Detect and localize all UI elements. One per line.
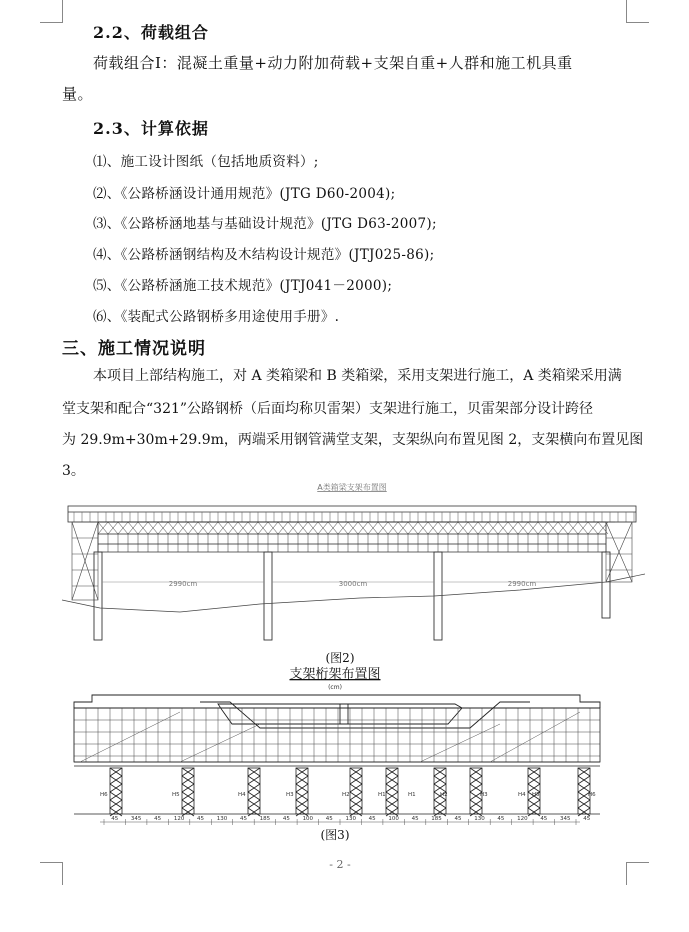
- construction-line-1: 本项目上部结构施工，对 A 类箱梁和 B 类箱梁，采用支架进行施工，A 类箱梁采用满: [93, 368, 622, 384]
- crop-mark-top-left: [40, 0, 63, 23]
- figure-2-span-label-2: 3000cm: [338, 580, 368, 588]
- dim-label-1: 45: [111, 816, 119, 822]
- basis-item-5: ⑸、《公路桥涵施工技术规范》(JTJ041－2000);: [93, 278, 393, 294]
- dim-label-10: 100: [302, 816, 314, 822]
- dim-label-8: 185: [259, 816, 271, 822]
- figure-3-title: 支架桁架布置图: [289, 667, 381, 682]
- basis-item-4: ⑷、《公路桥涵钢结构及木结构设计规范》(JTJ025-86);: [93, 247, 435, 263]
- tower-5: [350, 768, 362, 816]
- heading-2-2: 2.2、荷载组合: [93, 23, 209, 42]
- dim-label-5: 45: [197, 816, 205, 822]
- tower-label-8: H2: [440, 792, 448, 798]
- tower-1: [110, 768, 122, 816]
- figure-2-span-label-1: 2990cm: [168, 580, 198, 588]
- tower-label-9: H3: [480, 792, 488, 798]
- dim-label-9: 45: [282, 816, 290, 822]
- page-number: - 2 -: [329, 858, 351, 871]
- basis-item-1: ⑴、施工设计图纸（包括地质资料）;: [93, 154, 319, 170]
- construction-line-3: 为 29.9m+30m+29.9m，两端采用钢管满堂支架，支架纵向布置见图 2，支架横向布置见图: [62, 432, 644, 448]
- tower-2: [182, 768, 194, 816]
- tower-label-11: H5: [532, 792, 540, 798]
- dim-label-2: 345: [130, 816, 142, 822]
- dim-label-6: 130: [216, 816, 228, 822]
- figure-2-longitudinal-drawing: [60, 478, 645, 643]
- construction-line-2: 堂支架和配合“321”公路钢桥（后面均称贝雷架）支架进行施工，贝雷架部分设计跨径: [62, 401, 594, 417]
- tower-label-7: H1: [408, 792, 416, 798]
- figure-3-transverse-drawing: [60, 662, 645, 837]
- dim-label-23: 45: [583, 816, 591, 822]
- dim-label-3: 45: [154, 816, 162, 822]
- heading-2-3: 2.3、计算依据: [93, 119, 209, 138]
- figure-3-caption: (图3): [320, 828, 350, 842]
- dim-label-20: 120: [517, 816, 528, 822]
- dim-label-15: 45: [411, 816, 419, 822]
- tower-6: [386, 768, 398, 816]
- dim-label-21: 45: [540, 816, 548, 822]
- dim-label-16: 185: [431, 816, 442, 822]
- crop-mark-bottom-left: [40, 862, 63, 885]
- tower-label-4: H3: [286, 792, 294, 798]
- tower-label-3: H4: [238, 792, 246, 798]
- figure-2-caption: (图2): [325, 651, 355, 665]
- tower-4: [296, 768, 308, 816]
- dim-label-13: 45: [368, 816, 376, 822]
- dim-label-14: 100: [388, 816, 399, 822]
- figure-2-span-label-3: 2990cm: [507, 580, 537, 588]
- dim-label-12: 130: [345, 816, 356, 822]
- tower-label-12: H6: [588, 792, 596, 798]
- tower-label-5: H2: [342, 792, 350, 798]
- dim-label-7: 45: [239, 816, 247, 822]
- dim-label-11: 45: [325, 816, 333, 822]
- figure-2-title: A类箱梁支架布置图: [317, 483, 387, 492]
- basis-item-6: ⑹、《装配式公路钢桥多用途使用手册》.: [93, 309, 340, 325]
- dim-label-22: 345: [560, 816, 571, 822]
- crop-mark-top-right: [626, 0, 649, 23]
- heading-section-3: 三、施工情况说明: [62, 339, 206, 359]
- tower-label-2: H5: [172, 792, 180, 798]
- dim-label-17: 45: [454, 816, 462, 822]
- tower-label-10: H4: [518, 792, 526, 798]
- tower-3: [248, 768, 260, 816]
- basis-item-2: ⑵、《公路桥涵设计通用规范》(JTG D60-2004);: [93, 186, 396, 202]
- load-combination-line-2: 量。: [62, 85, 94, 103]
- load-combination-line-1: 荷载组合Ⅰ：混凝土重量+动力附加荷载+支架自重+人群和施工机具重: [93, 54, 573, 72]
- dim-label-18: 130: [474, 816, 485, 822]
- construction-line-4: 3。: [62, 463, 85, 479]
- tower-label-6: H1: [378, 792, 386, 798]
- figure-3-unit: (cm): [328, 684, 342, 691]
- tower-label-1: H6: [100, 792, 108, 798]
- basis-item-3: ⑶、《公路桥涵地基与基础设计规范》(JTG D63-2007);: [93, 216, 437, 232]
- dim-label-19: 45: [497, 816, 505, 822]
- dim-label-4: 120: [173, 816, 185, 822]
- crop-mark-bottom-right: [626, 862, 649, 885]
